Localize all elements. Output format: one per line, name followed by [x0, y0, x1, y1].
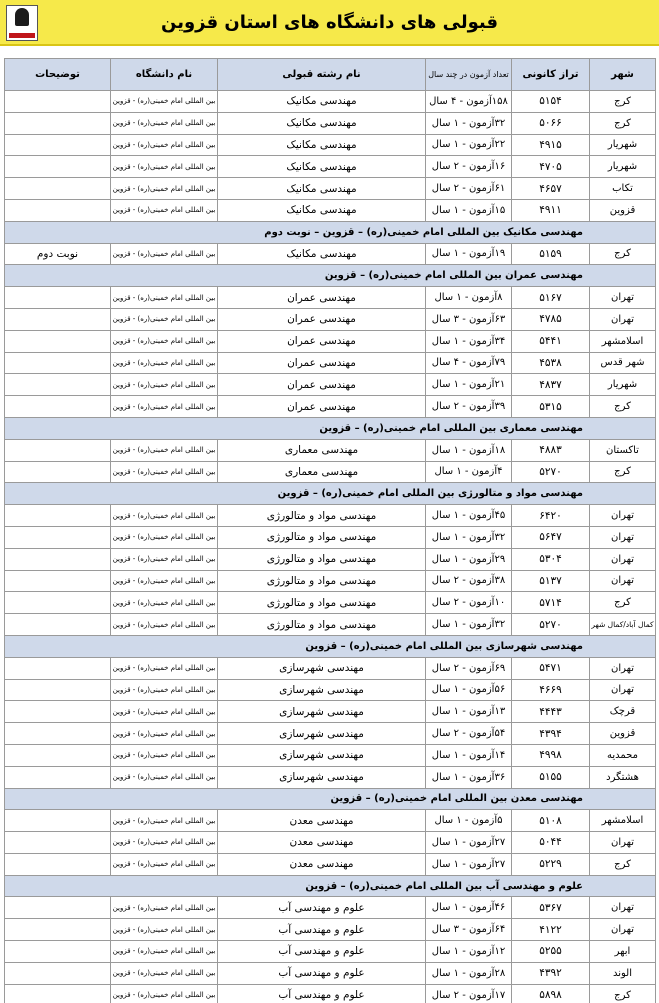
city-cell: کرج	[590, 461, 656, 483]
notes-cell	[5, 199, 111, 221]
city-cell: تهران	[590, 919, 656, 941]
university-cell: بین المللی امام خمینی(ره) - قزوین	[111, 156, 218, 178]
exams-cell: ۳۲آزمون - ۱ سال	[426, 614, 512, 636]
score-cell: ۴۹۱۱	[512, 199, 590, 221]
table-header-row	[5, 59, 656, 91]
city-cell: محمدیه	[590, 744, 656, 766]
exams-cell: ۴آزمون - ۱ سال	[426, 461, 512, 483]
table-row	[5, 91, 656, 113]
table-row	[5, 679, 656, 701]
city-cell: کرج	[590, 984, 656, 1003]
section-title: مهندسی شهرسازی بین المللی امام خمینی(ره) – قزوین	[5, 635, 656, 657]
major-cell: مهندسی مکانیک	[218, 156, 426, 178]
table-row	[5, 941, 656, 963]
score-cell: ۴۳۹۲	[512, 962, 590, 984]
table-row	[5, 570, 656, 592]
major-cell: علوم و مهندسی آب	[218, 941, 426, 963]
major-cell: علوم و مهندسی آب	[218, 897, 426, 919]
table-row	[5, 919, 656, 941]
column-header-city: شهر	[590, 59, 656, 91]
city-cell: ابهر	[590, 941, 656, 963]
notes-cell	[5, 156, 111, 178]
notes-cell	[5, 701, 111, 723]
section-header-row	[5, 417, 656, 439]
section-title: مهندسی مواد و متالورژی بین المللی امام خمینی(ره) – قزوین	[5, 483, 656, 505]
exams-cell: ۲۱آزمون - ۱ سال	[426, 374, 512, 396]
major-cell: مهندسی مکانیک	[218, 112, 426, 134]
exams-cell: ۷۹آزمون - ۴ سال	[426, 352, 512, 374]
university-cell: بین المللی امام خمینی(ره) - قزوین	[111, 352, 218, 374]
university-cell: بین المللی امام خمینی(ره) - قزوین	[111, 897, 218, 919]
exams-cell: ۵۶آزمون - ۱ سال	[426, 679, 512, 701]
table-row	[5, 962, 656, 984]
notes-cell	[5, 832, 111, 854]
score-cell: ۵۲۲۹	[512, 853, 590, 875]
major-cell: مهندسی معدن	[218, 832, 426, 854]
city-cell: قزوین	[590, 723, 656, 745]
exams-cell: ۲۷آزمون - ۱ سال	[426, 832, 512, 854]
score-cell: ۵۴۴۱	[512, 330, 590, 352]
score-cell: ۴۵۳۸	[512, 352, 590, 374]
notes-cell	[5, 526, 111, 548]
notes-cell	[5, 723, 111, 745]
table-row	[5, 701, 656, 723]
column-header-university: نام دانشگاه	[111, 59, 218, 91]
city-cell: شهریار	[590, 156, 656, 178]
major-cell: مهندسی مواد و متالورژی	[218, 570, 426, 592]
major-cell: مهندسی عمران	[218, 374, 426, 396]
exams-cell: ۳۸آزمون - ۲ سال	[426, 570, 512, 592]
notes-cell	[5, 679, 111, 701]
exams-cell: ۲۹آزمون - ۱ سال	[426, 548, 512, 570]
column-header-score: تراز کانونی	[512, 59, 590, 91]
notes-cell	[5, 962, 111, 984]
city-cell: شهریار	[590, 374, 656, 396]
major-cell: مهندسی عمران	[218, 287, 426, 309]
table-row	[5, 156, 656, 178]
exams-cell: ۵۴آزمون - ۲ سال	[426, 723, 512, 745]
university-cell: بین المللی امام خمینی(ره) - قزوین	[111, 112, 218, 134]
city-cell: تهران	[590, 570, 656, 592]
major-cell: مهندسی معدن	[218, 853, 426, 875]
university-cell: بین المللی امام خمینی(ره) - قزوین	[111, 723, 218, 745]
column-header-major: نام رشته قبولی	[218, 59, 426, 91]
table-row	[5, 439, 656, 461]
table-row	[5, 112, 656, 134]
notes-cell	[5, 308, 111, 330]
city-cell: کرج	[590, 396, 656, 418]
university-cell: بین المللی امام خمینی(ره) - قزوین	[111, 526, 218, 548]
score-cell: ۴۶۵۷	[512, 178, 590, 200]
university-cell: بین المللی امام خمینی(ره) - قزوین	[111, 679, 218, 701]
table-row	[5, 352, 656, 374]
score-cell: ۴۴۴۳	[512, 701, 590, 723]
city-cell: کمال آباد/کمال شهر	[590, 614, 656, 636]
city-cell: کرج	[590, 243, 656, 265]
table-row	[5, 614, 656, 636]
table-row	[5, 243, 656, 265]
city-cell: تکاب	[590, 178, 656, 200]
exams-cell: ۱۵آزمون - ۱ سال	[426, 199, 512, 221]
exams-cell: ۸آزمون - ۱ سال	[426, 287, 512, 309]
table-row	[5, 810, 656, 832]
score-cell: ۴۳۹۴	[512, 723, 590, 745]
notes-cell: نوبت دوم	[5, 243, 111, 265]
score-cell: ۵۳۱۵	[512, 396, 590, 418]
score-cell: ۵۲۷۰	[512, 614, 590, 636]
notes-cell	[5, 897, 111, 919]
notes-cell	[5, 330, 111, 352]
city-cell: هشتگرد	[590, 766, 656, 788]
university-cell: بین المللی امام خمینی(ره) - قزوین	[111, 396, 218, 418]
university-cell: بین المللی امام خمینی(ره) - قزوین	[111, 984, 218, 1003]
city-cell: تهران	[590, 287, 656, 309]
notes-cell	[5, 810, 111, 832]
table-row	[5, 134, 656, 156]
university-cell: بین المللی امام خمینی(ره) - قزوین	[111, 330, 218, 352]
logo-stripe	[9, 33, 35, 38]
exams-cell: ۱۴آزمون - ۱ سال	[426, 744, 512, 766]
score-cell: ۵۰۶۶	[512, 112, 590, 134]
university-cell: بین المللی امام خمینی(ره) - قزوین	[111, 461, 218, 483]
notes-cell	[5, 570, 111, 592]
city-cell: اسلامشهر	[590, 810, 656, 832]
city-cell: تهران	[590, 548, 656, 570]
table-row	[5, 330, 656, 352]
university-cell: بین المللی امام خمینی(ره) - قزوین	[111, 287, 218, 309]
notes-cell	[5, 657, 111, 679]
exams-cell: ۵آزمون - ۱ سال	[426, 810, 512, 832]
score-cell: ۴۹۱۵	[512, 134, 590, 156]
city-cell: تهران	[590, 657, 656, 679]
major-cell: مهندسی عمران	[218, 396, 426, 418]
score-cell: ۵۱۶۷	[512, 287, 590, 309]
city-cell: کرج	[590, 91, 656, 113]
city-cell: کرج	[590, 592, 656, 614]
score-cell: ۴۷۸۵	[512, 308, 590, 330]
table-row	[5, 199, 656, 221]
major-cell: مهندسی شهرسازی	[218, 723, 426, 745]
table-row	[5, 744, 656, 766]
major-cell: مهندسی مواد و متالورژی	[218, 505, 426, 527]
exams-cell: ۶۳آزمون - ۳ سال	[426, 308, 512, 330]
major-cell: مهندسی شهرسازی	[218, 657, 426, 679]
university-cell: بین المللی امام خمینی(ره) - قزوین	[111, 919, 218, 941]
university-cell: بین المللی امام خمینی(ره) - قزوین	[111, 832, 218, 854]
table-row	[5, 461, 656, 483]
notes-cell	[5, 134, 111, 156]
section-title: مهندسی مکانیک بین المللی امام خمینی(ره) – قزوین – نوبت دوم	[5, 221, 656, 243]
exams-cell: ۱۷آزمون - ۲ سال	[426, 984, 512, 1003]
notes-cell	[5, 548, 111, 570]
notes-cell	[5, 396, 111, 418]
exams-cell: ۱۰آزمون - ۲ سال	[426, 592, 512, 614]
table-row	[5, 832, 656, 854]
university-cell: بین المللی امام خمینی(ره) - قزوین	[111, 614, 218, 636]
table-row	[5, 308, 656, 330]
major-cell: مهندسی مکانیک	[218, 243, 426, 265]
university-cell: بین المللی امام خمینی(ره) - قزوین	[111, 374, 218, 396]
university-cell: بین المللی امام خمینی(ره) - قزوین	[111, 178, 218, 200]
major-cell: علوم و مهندسی آب	[218, 919, 426, 941]
university-cell: بین المللی امام خمینی(ره) - قزوین	[111, 853, 218, 875]
exams-cell: ۱۵۸آزمون - ۴ سال	[426, 91, 512, 113]
table-row	[5, 723, 656, 745]
section-header-row	[5, 788, 656, 810]
notes-cell	[5, 592, 111, 614]
table-row	[5, 505, 656, 527]
score-cell: ۵۱۵۵	[512, 766, 590, 788]
table-row	[5, 984, 656, 1003]
table-row	[5, 396, 656, 418]
exams-cell: ۱۸آزمون - ۱ سال	[426, 439, 512, 461]
city-cell: تهران	[590, 832, 656, 854]
score-cell: ۵۸۹۸	[512, 984, 590, 1003]
table-row	[5, 374, 656, 396]
notes-cell	[5, 178, 111, 200]
major-cell: مهندسی مکانیک	[218, 91, 426, 113]
exams-cell: ۴۵آزمون - ۱ سال	[426, 505, 512, 527]
notes-cell	[5, 766, 111, 788]
score-cell: ۵۱۰۸	[512, 810, 590, 832]
section-title: علوم و مهندسی آب بین المللی امام خمینی(ره) – قزوین	[5, 875, 656, 897]
major-cell: مهندسی عمران	[218, 352, 426, 374]
admissions-table	[4, 58, 656, 1003]
score-cell: ۵۱۳۷	[512, 570, 590, 592]
notes-cell	[5, 439, 111, 461]
exams-cell: ۳۹آزمون - ۲ سال	[426, 396, 512, 418]
score-cell: ۵۲۵۵	[512, 941, 590, 963]
university-cell: بین المللی امام خمینی(ره) - قزوین	[111, 134, 218, 156]
major-cell: مهندسی مواد و متالورژی	[218, 548, 426, 570]
university-cell: بین المللی امام خمینی(ره) - قزوین	[111, 766, 218, 788]
city-cell: قرچک	[590, 701, 656, 723]
major-cell: مهندسی مواد و متالورژی	[218, 526, 426, 548]
city-cell: تهران	[590, 526, 656, 548]
major-cell: مهندسی شهرسازی	[218, 679, 426, 701]
notes-cell	[5, 461, 111, 483]
score-cell: ۵۱۵۹	[512, 243, 590, 265]
table-row	[5, 526, 656, 548]
major-cell: مهندسی عمران	[218, 308, 426, 330]
notes-cell	[5, 287, 111, 309]
score-cell: ۵۳۶۷	[512, 897, 590, 919]
city-cell: تهران	[590, 505, 656, 527]
major-cell: مهندسی مکانیک	[218, 199, 426, 221]
score-cell: ۵۱۵۴	[512, 91, 590, 113]
notes-cell	[5, 614, 111, 636]
university-cell: بین المللی امام خمینی(ره) - قزوین	[111, 744, 218, 766]
university-cell: بین المللی امام خمینی(ره) - قزوین	[111, 505, 218, 527]
city-cell: تاکستان	[590, 439, 656, 461]
notes-cell	[5, 941, 111, 963]
section-header-row	[5, 265, 656, 287]
city-cell: تهران	[590, 679, 656, 701]
notes-cell	[5, 112, 111, 134]
university-cell: بین المللی امام خمینی(ره) - قزوین	[111, 941, 218, 963]
notes-cell	[5, 374, 111, 396]
section-header-row	[5, 875, 656, 897]
table-row	[5, 592, 656, 614]
exams-cell: ۲۸آزمون - ۱ سال	[426, 962, 512, 984]
notes-cell	[5, 919, 111, 941]
exams-cell: ۱۶آزمون - ۲ سال	[426, 156, 512, 178]
score-cell: ۴۷۰۵	[512, 156, 590, 178]
logo	[6, 5, 38, 41]
university-cell: بین المللی امام خمینی(ره) - قزوین	[111, 657, 218, 679]
notes-cell	[5, 352, 111, 374]
major-cell: مهندسی شهرسازی	[218, 766, 426, 788]
score-cell: ۵۲۷۰	[512, 461, 590, 483]
major-cell: مهندسی معماری	[218, 461, 426, 483]
major-cell: مهندسی شهرسازی	[218, 701, 426, 723]
city-cell: کرج	[590, 112, 656, 134]
score-cell: ۴۸۳۷	[512, 374, 590, 396]
major-cell: مهندسی عمران	[218, 330, 426, 352]
table-row	[5, 766, 656, 788]
score-cell: ۴۱۲۲	[512, 919, 590, 941]
column-header-notes: توضیحات	[5, 59, 111, 91]
university-cell: بین المللی امام خمینی(ره) - قزوین	[111, 308, 218, 330]
major-cell: علوم و مهندسی آب	[218, 984, 426, 1003]
section-header-row	[5, 483, 656, 505]
city-cell: تهران	[590, 897, 656, 919]
section-title: مهندسی معماری بین المللی امام خمینی(ره) – قزوین	[5, 417, 656, 439]
university-cell: بین المللی امام خمینی(ره) - قزوین	[111, 548, 218, 570]
notes-cell	[5, 505, 111, 527]
table-row	[5, 897, 656, 919]
section-header-row	[5, 221, 656, 243]
section-title: مهندسی عمران بین المللی امام خمینی(ره) – قزوین	[5, 265, 656, 287]
table-row	[5, 853, 656, 875]
table-row	[5, 287, 656, 309]
city-cell: شهر قدس	[590, 352, 656, 374]
university-cell: بین المللی امام خمینی(ره) - قزوین	[111, 199, 218, 221]
city-cell: تهران	[590, 308, 656, 330]
city-cell: قزوین	[590, 199, 656, 221]
major-cell: علوم و مهندسی آب	[218, 962, 426, 984]
major-cell: مهندسی معماری	[218, 439, 426, 461]
city-cell: الوند	[590, 962, 656, 984]
city-cell: اسلامشهر	[590, 330, 656, 352]
major-cell: مهندسی شهرسازی	[218, 744, 426, 766]
score-cell: ۵۶۴۷	[512, 526, 590, 548]
notes-cell	[5, 91, 111, 113]
exams-cell: ۱۲آزمون - ۱ سال	[426, 941, 512, 963]
score-cell: ۵۴۷۱	[512, 657, 590, 679]
logo-figure	[15, 8, 29, 26]
city-cell: شهریار	[590, 134, 656, 156]
exams-cell: ۶۴آزمون - ۳ سال	[426, 919, 512, 941]
column-header-exams: تعداد آزمون در چند سال	[426, 59, 512, 91]
notes-cell	[5, 744, 111, 766]
exams-cell: ۳۲آزمون - ۱ سال	[426, 526, 512, 548]
score-cell: ۵۰۴۴	[512, 832, 590, 854]
table-row	[5, 548, 656, 570]
university-cell: بین المللی امام خمینی(ره) - قزوین	[111, 701, 218, 723]
major-cell: مهندسی مواد و متالورژی	[218, 614, 426, 636]
title-banner	[0, 0, 659, 46]
exams-cell: ۲۲آزمون - ۱ سال	[426, 134, 512, 156]
major-cell: مهندسی مکانیک	[218, 134, 426, 156]
university-cell: بین المللی امام خمینی(ره) - قزوین	[111, 810, 218, 832]
university-cell: بین المللی امام خمینی(ره) - قزوین	[111, 962, 218, 984]
score-cell: ۴۶۶۹	[512, 679, 590, 701]
score-cell: ۵۷۱۴	[512, 592, 590, 614]
exams-cell: ۶۱آزمون - ۲ سال	[426, 178, 512, 200]
exams-cell: ۲۷آزمون - ۱ سال	[426, 853, 512, 875]
exams-cell: ۳۲آزمون - ۱ سال	[426, 112, 512, 134]
page-title: قبولی های دانشگاه های استان قزوین	[161, 11, 498, 33]
university-cell: بین المللی امام خمینی(ره) - قزوین	[111, 592, 218, 614]
major-cell: مهندسی معدن	[218, 810, 426, 832]
table-body	[5, 91, 656, 1003]
exams-cell: ۱۹آزمون - ۱ سال	[426, 243, 512, 265]
section-header-row	[5, 635, 656, 657]
table-row	[5, 657, 656, 679]
exams-cell: ۶۹آزمون - ۲ سال	[426, 657, 512, 679]
university-cell: بین المللی امام خمینی(ره) - قزوین	[111, 243, 218, 265]
exams-cell: ۴۶آزمون - ۱ سال	[426, 897, 512, 919]
exams-cell: ۳۶آزمون - ۱ سال	[426, 766, 512, 788]
score-cell: ۶۴۲۰	[512, 505, 590, 527]
university-cell: بین المللی امام خمینی(ره) - قزوین	[111, 570, 218, 592]
major-cell: مهندسی مواد و متالورژی	[218, 592, 426, 614]
city-cell: کرج	[590, 853, 656, 875]
notes-cell	[5, 853, 111, 875]
notes-cell	[5, 984, 111, 1003]
exams-cell: ۱۳آزمون - ۱ سال	[426, 701, 512, 723]
score-cell: ۴۸۸۳	[512, 439, 590, 461]
section-title: مهندسی معدن بین المللی امام خمینی(ره) – قزوین	[5, 788, 656, 810]
university-cell: بین المللی امام خمینی(ره) - قزوین	[111, 91, 218, 113]
table-row	[5, 178, 656, 200]
score-cell: ۴۹۹۸	[512, 744, 590, 766]
exams-cell: ۳۴آزمون - ۱ سال	[426, 330, 512, 352]
score-cell: ۵۳۰۴	[512, 548, 590, 570]
major-cell: مهندسی مکانیک	[218, 178, 426, 200]
university-cell: بین المللی امام خمینی(ره) - قزوین	[111, 439, 218, 461]
